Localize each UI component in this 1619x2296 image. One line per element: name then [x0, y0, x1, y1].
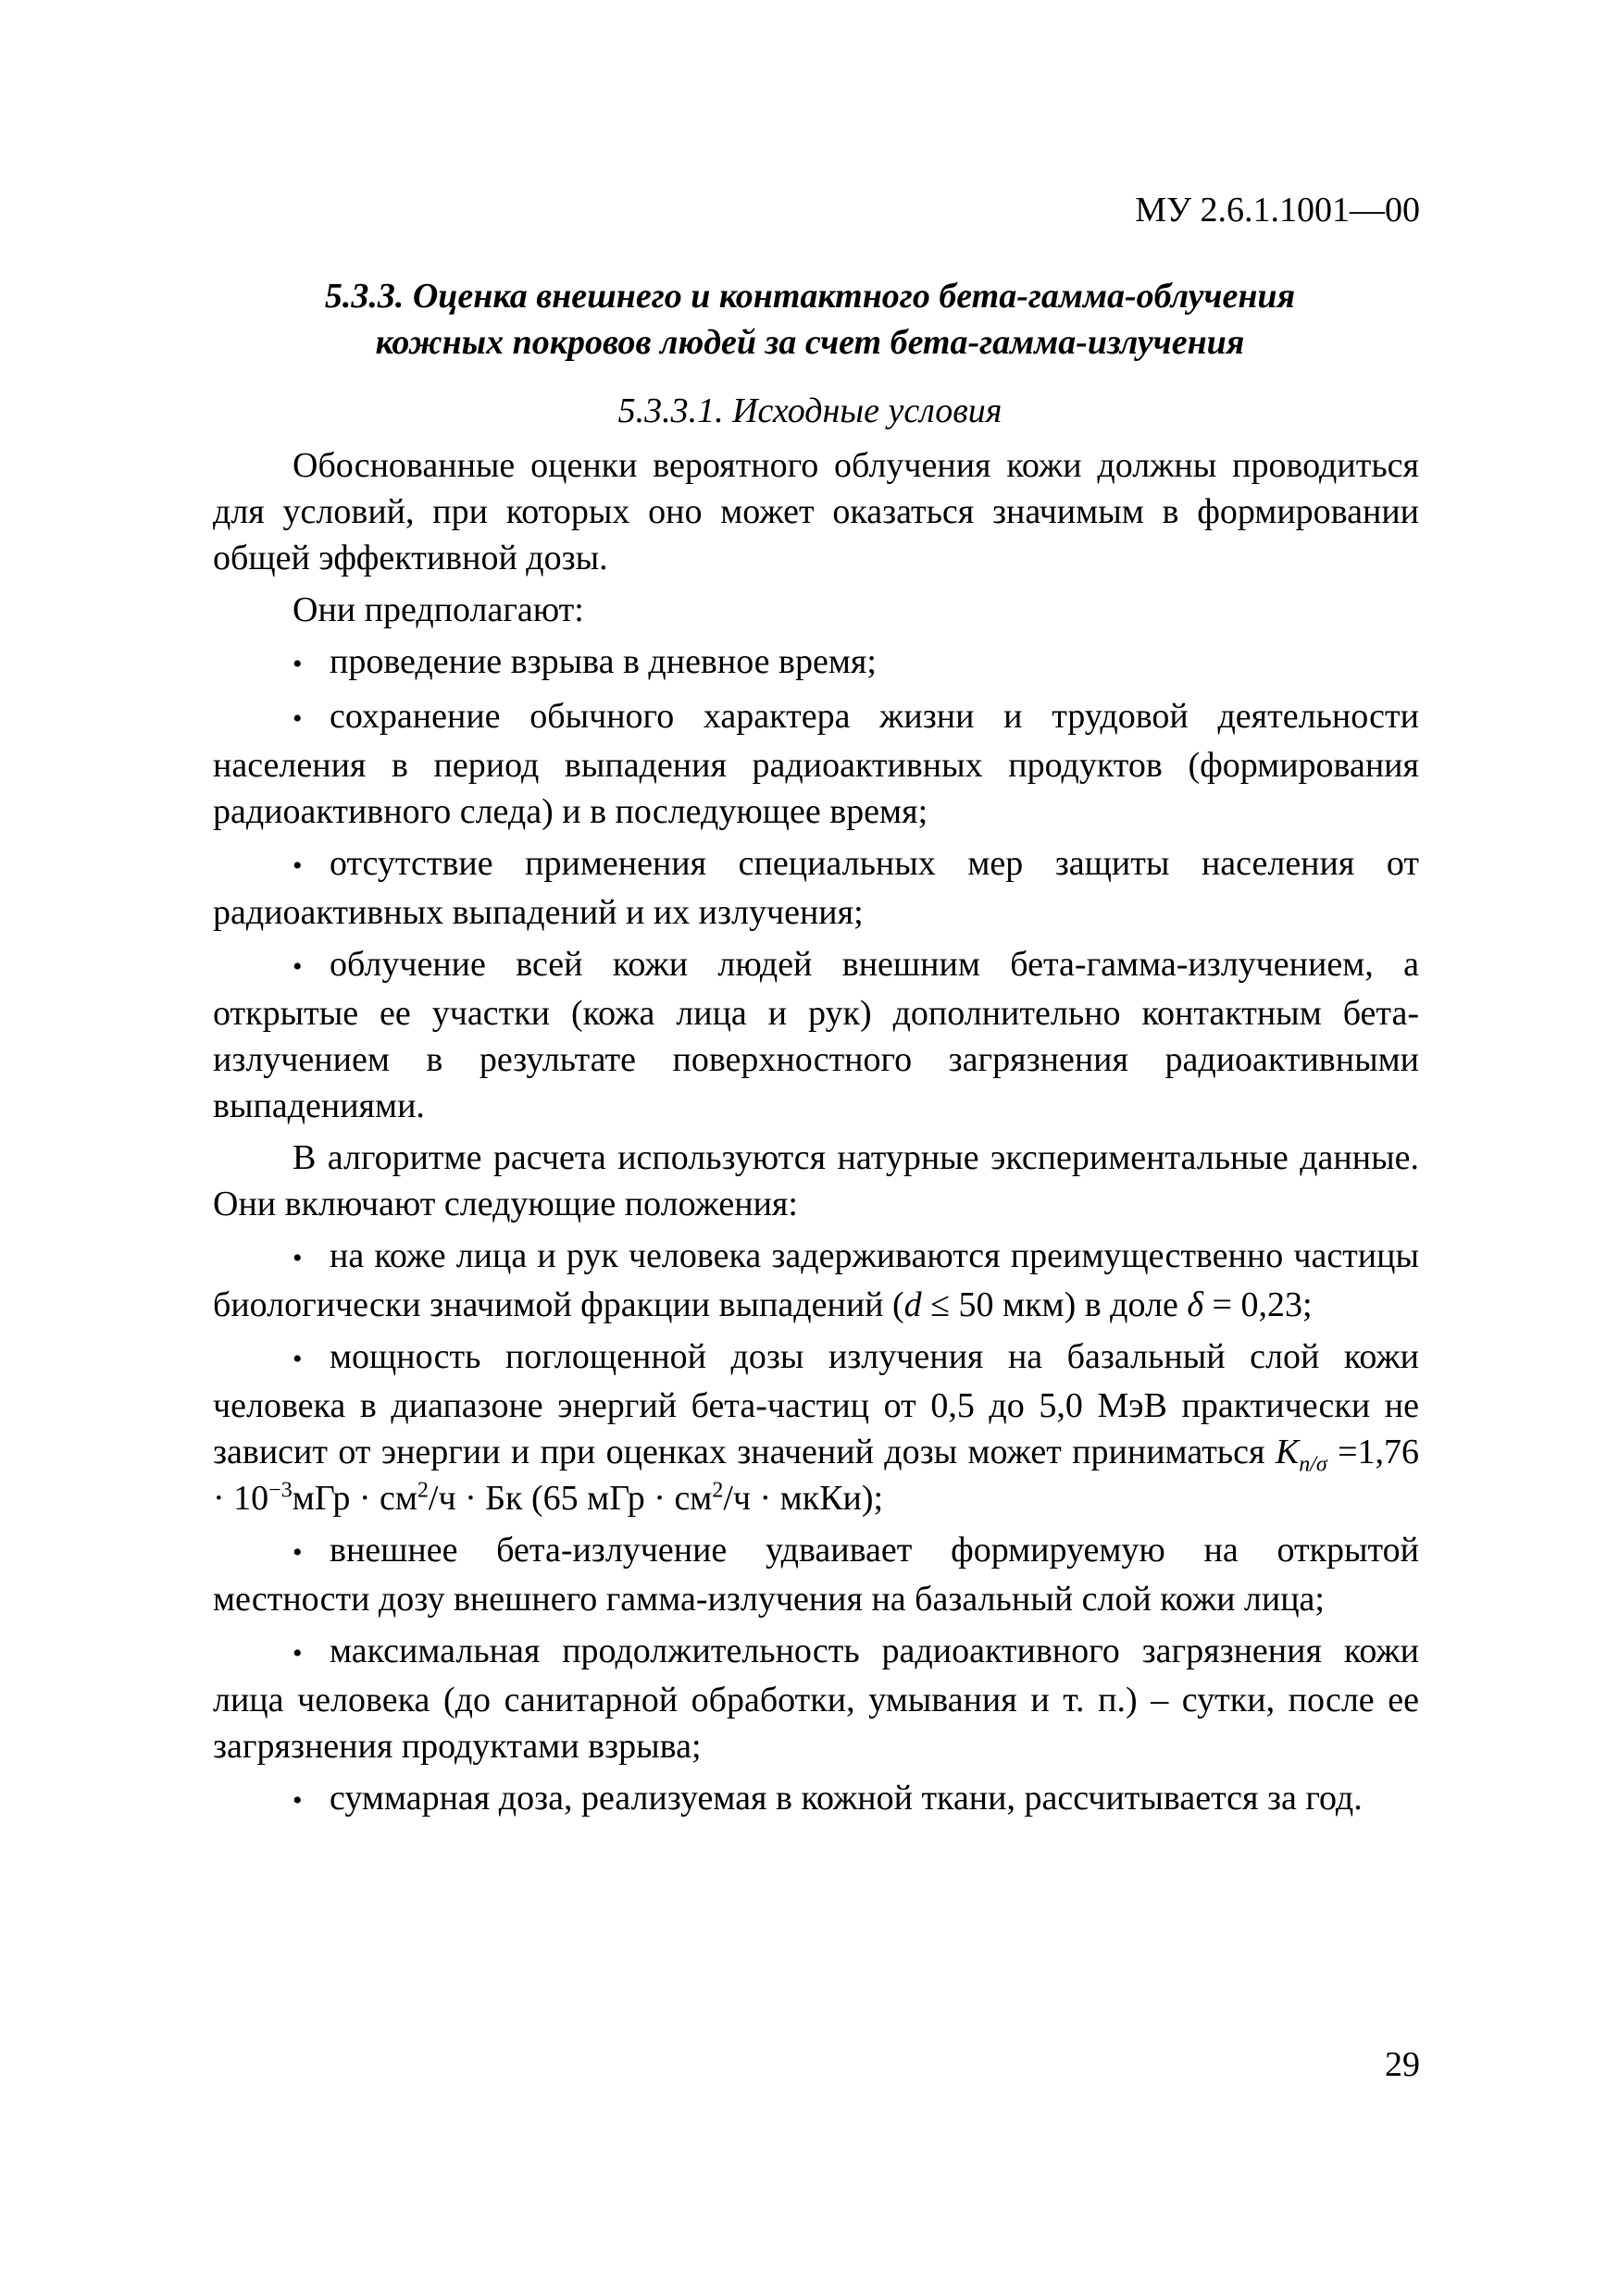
list-item-text: облучение всей кожи людей внешним бета-гамма-излучением, а открытые ее участки (кожа лица и рук) дополнительно контактным бета-излучением в результате поверхностного загрязнения радиоактивными выпадениями.	[213, 945, 1419, 1125]
list-item-text: на коже лица и рук человека задерживаются преимущественно частицы биологически значимой фракции выпадений (	[213, 1236, 1419, 1324]
list-item-text: максимальная продолжительность радиоактивного загрязнения кожи лица человека (до санитарной обработки, умывания и т. п.) – сутки, после ее загрязнения продуктами взрыва;	[213, 1632, 1419, 1766]
symbol-k-subscript: п/σ	[1299, 1452, 1327, 1477]
list-item-text: ≤ 50 мкм) в доле	[921, 1285, 1188, 1324]
document-code: МУ 2.6.1.1001—00	[1135, 191, 1420, 230]
list-item	[213, 941, 1419, 1129]
bullet-icon: •	[293, 649, 303, 679]
section-title-line-2: кожных покровов людей за счет бета-гамма-излучения	[375, 323, 1245, 362]
list-item-text: = 0,23;	[1203, 1285, 1313, 1324]
bullet-icon: •	[293, 1785, 303, 1816]
list-item	[213, 639, 1419, 688]
list-item	[213, 1775, 1419, 1824]
paragraph: Обоснованные оценки вероятного облучения кожи должны проводиться для условий, при которых оно может оказаться значимым в формировании общей эффективной дозы.	[213, 446, 1419, 577]
bullet-icon: •	[293, 1537, 303, 1568]
list-item-text: =1,76 · 10	[213, 1433, 1420, 1518]
bullet-icon: •	[293, 951, 303, 982]
list-item-text: мГр · см	[292, 1479, 417, 1518]
exponent: −3	[268, 1478, 293, 1503]
subsection-title: 5.3.3.1. Исходные условия	[617, 391, 1003, 430]
list-item-text: мощность поглощенной дозы излучения на базальный слой кожи человека в диапазоне энергий бета-частиц от 0,5 до 5,0 МэВ практически не зависит от энергии и при оценках значений дозы может приниматься	[213, 1337, 1419, 1471]
list-item	[213, 1334, 1419, 1521]
bullet-icon: •	[293, 703, 303, 734]
list-item-text: проведение взрыва в дневное время;	[330, 642, 877, 681]
exponent: 2	[712, 1478, 724, 1503]
list-item	[213, 840, 1419, 936]
list-item-text: /ч · Бк (65 мГр · см	[428, 1479, 713, 1518]
symbol-delta: δ	[1187, 1285, 1204, 1324]
list-item-text: /ч · мкКи);	[723, 1479, 884, 1518]
bullet-icon: •	[293, 1344, 303, 1374]
list-item-text: отсутствие применения специальных мер защиты населения от радиоактивных выпадений и их излучения;	[213, 844, 1419, 932]
list-item	[213, 1233, 1419, 1328]
bullet-icon: •	[293, 850, 303, 881]
list-item	[213, 1628, 1419, 1769]
list-item	[213, 693, 1419, 835]
section-title	[213, 273, 1407, 366]
symbol-k: K	[1275, 1433, 1300, 1471]
bullet-icon: •	[293, 1243, 303, 1273]
page-number: 29	[1385, 2045, 1420, 2084]
list-item-text: суммарная доза, реализуемая в кожной ткани, рассчитывается за год.	[330, 1779, 1363, 1818]
symbol-d: d	[903, 1285, 922, 1324]
body-text	[213, 442, 1419, 1830]
exponent: 2	[417, 1478, 429, 1503]
list-item-text: сохранение обычного характера жизни и трудовой деятельности населения в период выпадения радиоактивных продуктов (формирования радиоактивного следа) и в последующее время;	[213, 697, 1419, 831]
section-title-line-1: 5.3.3. Оценка внешнего и контактного бета-гамма-облучения	[324, 277, 1296, 316]
list-item	[213, 1527, 1419, 1622]
paragraph: Они предполагают:	[293, 590, 584, 629]
list-item-text: внешнее бета-излучение удваивает формируемую на открытой местности дозу внешнего гамма-излучения на базальный слой кожи лица;	[213, 1531, 1419, 1619]
paragraph: В алгоритме расчета используются натурные экспериментальные данные. Они включают следующие положения:	[213, 1138, 1419, 1223]
bullet-icon: •	[293, 1638, 303, 1669]
